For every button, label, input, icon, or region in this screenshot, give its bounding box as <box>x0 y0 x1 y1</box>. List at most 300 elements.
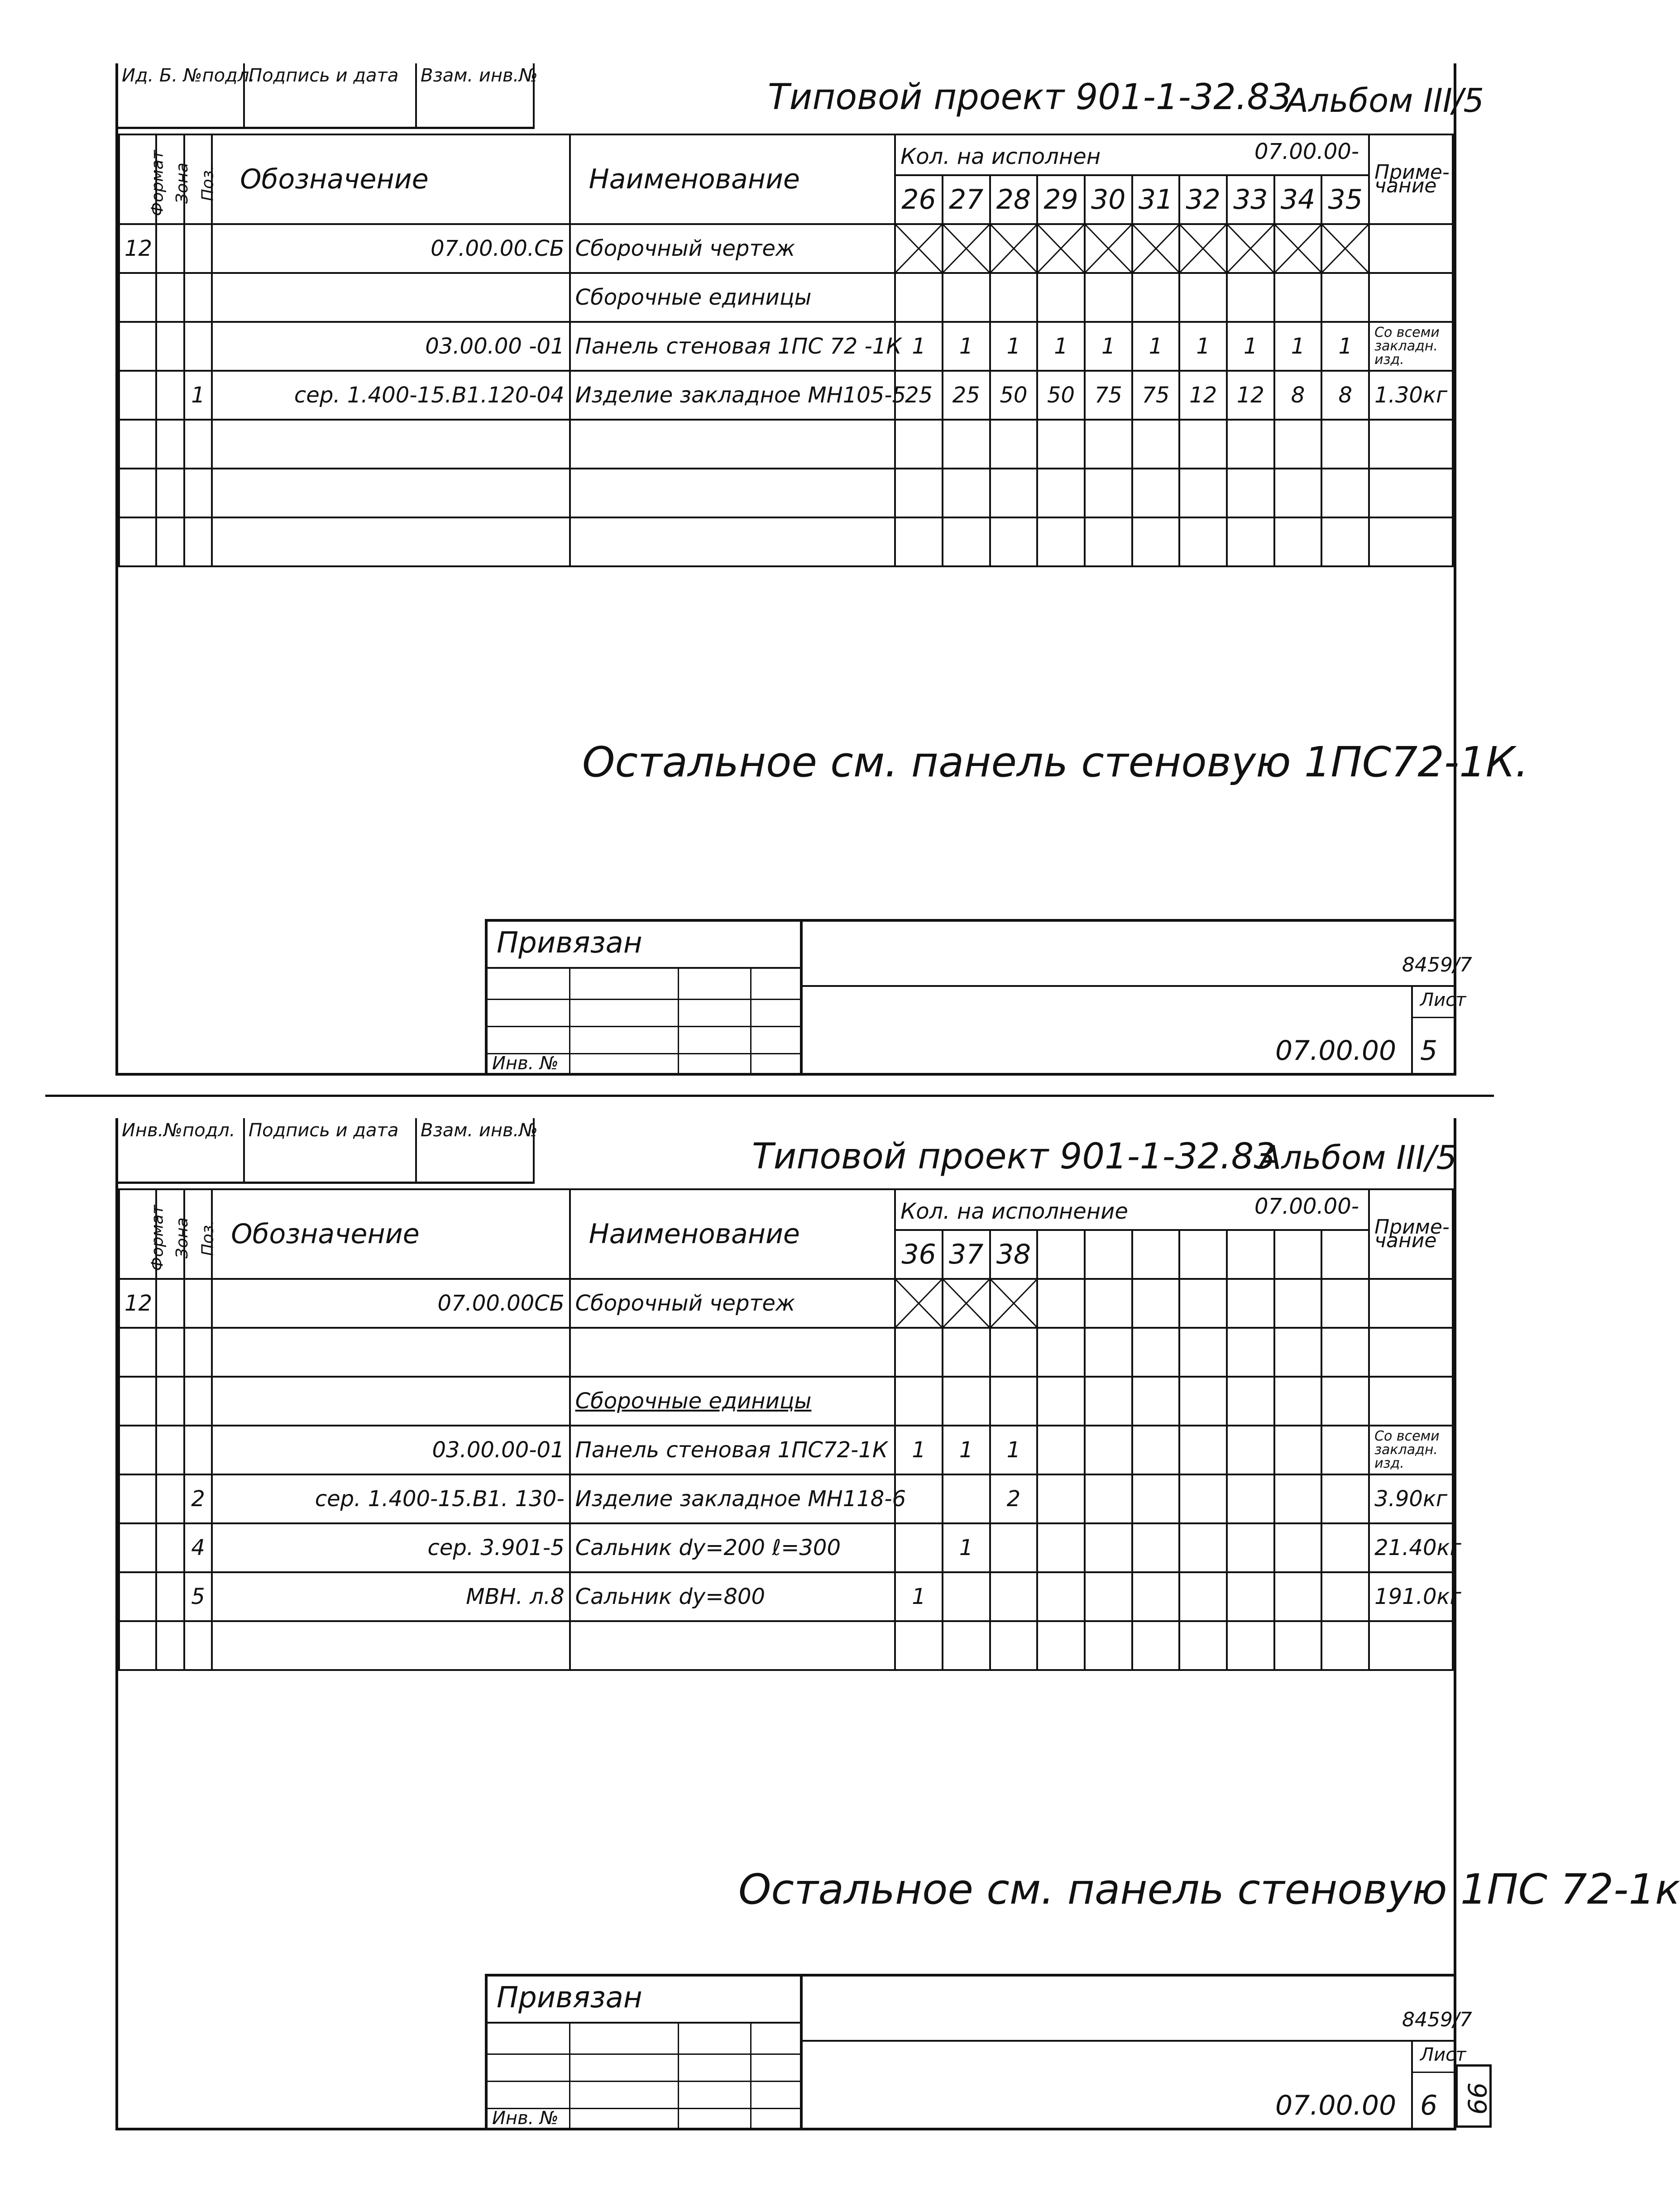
qty-cell <box>1227 1328 1274 1377</box>
name-cell <box>570 1621 895 1670</box>
qty-cell <box>1274 1474 1322 1523</box>
qty-cell: 1 <box>1179 322 1227 371</box>
zone-cell <box>156 469 184 517</box>
variant-header: 34 <box>1274 175 1322 224</box>
pos-cell: 2 <box>184 1474 212 1523</box>
pos-cell: 4 <box>184 1523 212 1572</box>
name-cell: Изделие закладное МН118-6 <box>570 1474 895 1523</box>
header-designation: Обозначение <box>212 1189 570 1279</box>
album-label: Альбом III/5 <box>1286 81 1484 120</box>
qty-cell: 1 <box>1085 322 1132 371</box>
qty-cell: 1 <box>895 1572 943 1621</box>
qty-cell <box>1037 1474 1085 1523</box>
table-row <box>119 1523 1453 1572</box>
qty-cell: 8 <box>1274 371 1322 420</box>
designation-cell <box>212 420 570 469</box>
qty-cell <box>1037 517 1085 566</box>
qty-cell <box>943 273 990 322</box>
variant-header <box>1227 1230 1274 1279</box>
qty-cell <box>1179 517 1227 566</box>
name-cell: Сборочный чертеж <box>570 1279 895 1328</box>
qty-cell <box>1132 517 1180 566</box>
variant-header: 26 <box>895 175 943 224</box>
qty-cell <box>990 1377 1038 1426</box>
qty-cell: 8 <box>1321 371 1369 420</box>
note-cell <box>1369 1621 1453 1670</box>
titleblock-code: 07.00.00 <box>1275 2090 1397 2121</box>
qty-cell <box>1132 1474 1180 1523</box>
qty-cell <box>1085 469 1132 517</box>
qty-cell <box>895 517 943 566</box>
qty-cell <box>1274 420 1322 469</box>
cross-mark-icon <box>896 1280 942 1327</box>
pos-cell <box>184 273 212 322</box>
cross-mark-icon <box>1180 225 1226 272</box>
designation-cell <box>212 1328 570 1377</box>
qty-cell <box>1274 517 1322 566</box>
header-zone: Зона <box>156 134 184 224</box>
format-cell <box>119 1572 156 1621</box>
note-cell: 3.90кг <box>1369 1474 1453 1523</box>
qty-cell <box>1132 1328 1180 1377</box>
qty-cross-mark <box>1321 224 1369 273</box>
qty-cell <box>895 1377 943 1426</box>
stamp-signature-date: Подпись и дата <box>245 1118 417 1182</box>
sheet-1 <box>115 63 1529 1076</box>
qty-cell <box>1227 1426 1274 1474</box>
name-cell: Сборочный чертеж <box>570 224 895 273</box>
qty-cell <box>943 1328 990 1377</box>
qty-cell <box>1037 1621 1085 1670</box>
qty-cell <box>1179 1377 1227 1426</box>
qty-cross-mark <box>1085 224 1132 273</box>
qty-cell <box>1274 1621 1322 1670</box>
format-cell <box>119 420 156 469</box>
qty-cell: 1 <box>895 322 943 371</box>
designation-cell: МВН. л.8 <box>212 1572 570 1621</box>
qty-cell <box>1274 1328 1322 1377</box>
note-cell <box>1369 517 1453 566</box>
sheet-separator <box>45 1095 1494 1097</box>
qty-cross-mark <box>943 1279 990 1328</box>
variant-header: 37 <box>943 1230 990 1279</box>
titleblock-doc-no: 8459/7 <box>1402 2008 1472 2031</box>
table-row <box>119 1474 1453 1523</box>
format-cell <box>119 1328 156 1377</box>
format-cell <box>119 1377 156 1426</box>
qty-cell <box>943 1621 990 1670</box>
titleblock-inv: Инв. № <box>492 2108 559 2129</box>
titleblock-sheet-no: 5 <box>1420 1035 1438 1067</box>
qty-cell: 1 <box>1321 322 1369 371</box>
project-title: Типовой проект 901-1-32.83 <box>768 77 1292 118</box>
format-cell: 12 <box>119 1279 156 1328</box>
cross-mark-icon <box>1133 225 1179 272</box>
qty-cell <box>1321 469 1369 517</box>
qty-cell <box>1179 1474 1227 1523</box>
qty-cell <box>1085 420 1132 469</box>
qty-cell <box>990 420 1038 469</box>
titleblock-bound: Привязан <box>497 926 642 960</box>
pos-cell: 5 <box>184 1572 212 1621</box>
pos-cell <box>184 1426 212 1474</box>
titleblock-inv: Инв. № <box>492 1053 559 1074</box>
qty-cell <box>1227 420 1274 469</box>
designation-cell: сер. 3.901-5 <box>212 1523 570 1572</box>
qty-cell <box>943 469 990 517</box>
qty-cell: 25 <box>895 371 943 420</box>
qty-cell <box>1037 273 1085 322</box>
format-cell <box>119 322 156 371</box>
qty-cell <box>1179 1328 1227 1377</box>
header-qty-caption: Кол. на исполнен <box>900 144 1101 169</box>
qty-cell <box>1274 1523 1322 1572</box>
qty-cell <box>1321 1572 1369 1621</box>
header-pos: Поз. <box>184 134 212 224</box>
qty-cell <box>1227 273 1274 322</box>
stamp-row <box>118 1118 538 1184</box>
variant-header <box>1037 1230 1085 1279</box>
qty-cell <box>1227 517 1274 566</box>
designation-cell: 07.00.00СБ <box>212 1279 570 1328</box>
qty-cell <box>1321 1426 1369 1474</box>
cross-mark-icon <box>943 1280 989 1327</box>
qty-cell <box>943 420 990 469</box>
qty-cell <box>1179 420 1227 469</box>
qty-cell <box>1085 1426 1132 1474</box>
qty-cell <box>1321 1328 1369 1377</box>
header-qty-code: 07.00.00- <box>1254 1194 1359 1219</box>
qty-cell <box>1037 1279 1085 1328</box>
cross-mark-icon <box>1275 225 1321 272</box>
qty-cell <box>1085 1474 1132 1523</box>
qty-cell <box>1132 469 1180 517</box>
format-cell <box>119 273 156 322</box>
qty-cell <box>1132 1426 1180 1474</box>
header-name: Наименование <box>570 1189 895 1279</box>
note-cell <box>1369 420 1453 469</box>
name-cell: Сальник dу=800 <box>570 1572 895 1621</box>
format-cell: 12 <box>119 224 156 273</box>
designation-cell: сер. 1.400-15.В1. 130- <box>212 1474 570 1523</box>
qty-cell: 2 <box>990 1474 1038 1523</box>
designation-cell <box>212 1621 570 1670</box>
header-designation: Обозначение <box>212 134 570 224</box>
zone-cell <box>156 1377 184 1426</box>
table-row <box>119 1279 1453 1328</box>
pos-cell: 1 <box>184 371 212 420</box>
designation-cell <box>212 469 570 517</box>
zone-cell <box>156 517 184 566</box>
qty-cell <box>1321 517 1369 566</box>
variant-header: 30 <box>1085 175 1132 224</box>
variant-header: 36 <box>895 1230 943 1279</box>
variant-header <box>1274 1230 1322 1279</box>
qty-cell <box>1274 1572 1322 1621</box>
designation-cell <box>212 1377 570 1426</box>
qty-cell <box>1227 1523 1274 1572</box>
qty-cross-mark <box>1227 224 1274 273</box>
qty-cell <box>1179 1572 1227 1621</box>
qty-cell <box>1227 1474 1274 1523</box>
designation-cell: 03.00.00 -01 <box>212 322 570 371</box>
qty-cell <box>1132 1523 1180 1572</box>
qty-cell: 12 <box>1179 371 1227 420</box>
qty-cell <box>1085 1377 1132 1426</box>
note-cell: Со всеми закладн. изд. <box>1369 322 1453 371</box>
header-format: Формат <box>119 134 156 224</box>
format-cell <box>119 1426 156 1474</box>
qty-cell <box>1037 1523 1085 1572</box>
cross-mark-icon <box>1228 225 1273 272</box>
designation-cell: 03.00.00-01 <box>212 1426 570 1474</box>
album-label: Альбом III/5 <box>1259 1139 1457 1177</box>
titleblock-bound: Привязан <box>497 1981 642 2015</box>
qty-cell <box>1227 1377 1274 1426</box>
qty-cell <box>1227 469 1274 517</box>
table-row <box>119 1328 1453 1377</box>
variant-header <box>1179 1230 1227 1279</box>
qty-cell <box>1037 1328 1085 1377</box>
table-row <box>119 1377 1453 1426</box>
format-cell <box>119 469 156 517</box>
qty-cell <box>1274 469 1322 517</box>
variant-header: 29 <box>1037 175 1085 224</box>
qty-cell <box>1321 1279 1369 1328</box>
qty-cell <box>1321 1621 1369 1670</box>
format-cell <box>119 1523 156 1572</box>
variant-header <box>1321 1230 1369 1279</box>
name-cell <box>570 517 895 566</box>
qty-cell <box>1085 1621 1132 1670</box>
variant-header: 27 <box>943 175 990 224</box>
titleblock-sheet-no: 6 <box>1420 2090 1438 2121</box>
name-cell: Панель стеновая 1ПС72-1К <box>570 1426 895 1474</box>
name-cell: Сальник dу=200 ℓ=300 <box>570 1523 895 1572</box>
stamp-inv-no: Ид. Б. №подл. <box>118 63 245 127</box>
qty-cell <box>1037 420 1085 469</box>
qty-cell <box>1274 1279 1322 1328</box>
qty-cell <box>1274 1426 1322 1474</box>
qty-cell <box>1132 420 1180 469</box>
header-qty <box>895 134 1369 175</box>
qty-cell <box>1037 1377 1085 1426</box>
table-row <box>119 1572 1453 1621</box>
title-block <box>485 1974 1472 2130</box>
variant-header: 35 <box>1321 175 1369 224</box>
zone-cell <box>156 420 184 469</box>
qty-cell <box>1179 273 1227 322</box>
format-cell <box>119 517 156 566</box>
qty-cell: 1 <box>1227 322 1274 371</box>
qty-cell <box>1085 1572 1132 1621</box>
zone-cell <box>156 371 184 420</box>
qty-cell: 75 <box>1085 371 1132 420</box>
name-cell <box>570 420 895 469</box>
cross-mark-icon <box>943 225 989 272</box>
stamp-row <box>118 63 538 129</box>
table-row <box>119 224 1453 273</box>
stamp-signature-date: Подпись и дата <box>245 63 417 127</box>
qty-cell: 1 <box>943 1426 990 1474</box>
qty-cross-mark <box>990 1279 1038 1328</box>
qty-cell: 1 <box>895 1426 943 1474</box>
qty-cell <box>1227 1279 1274 1328</box>
name-cell <box>570 1328 895 1377</box>
cross-mark-icon <box>1086 225 1131 272</box>
table-row <box>119 371 1453 420</box>
qty-cross-mark <box>1274 224 1322 273</box>
qty-cell <box>1085 1328 1132 1377</box>
qty-cell <box>990 1523 1038 1572</box>
qty-cell <box>1132 273 1180 322</box>
name-cell: Сборочные единицы <box>570 273 895 322</box>
header-qty-code: 07.00.00- <box>1254 139 1359 164</box>
qty-cell <box>895 420 943 469</box>
qty-cross-mark <box>1132 224 1180 273</box>
qty-cell <box>1085 1523 1132 1572</box>
table-row <box>119 469 1453 517</box>
qty-cell <box>990 1572 1038 1621</box>
note-cell <box>1369 1279 1453 1328</box>
pos-cell <box>184 224 212 273</box>
qty-cell: 1 <box>1132 322 1180 371</box>
qty-cell <box>990 273 1038 322</box>
table-row <box>119 273 1453 322</box>
variant-header: 28 <box>990 175 1038 224</box>
qty-cell <box>990 1621 1038 1670</box>
variant-header <box>1132 1230 1180 1279</box>
qty-cell <box>1274 273 1322 322</box>
qty-cell <box>1321 1377 1369 1426</box>
variant-header: 32 <box>1179 175 1227 224</box>
stamp-replace-inv: Взам. инв.№ <box>417 1118 535 1182</box>
cross-mark-icon <box>1038 225 1084 272</box>
header-format: Формат <box>119 1189 156 1279</box>
qty-cell <box>895 1621 943 1670</box>
qty-cross-mark <box>943 224 990 273</box>
variant-header: 31 <box>1132 175 1180 224</box>
qty-cross-mark <box>895 224 943 273</box>
designation-cell <box>212 517 570 566</box>
note-cell <box>1369 1328 1453 1377</box>
qty-cell <box>1274 1377 1322 1426</box>
qty-cell: 12 <box>1227 371 1274 420</box>
remark: Остальное см. панель стеновую 1ПС72-1К. <box>582 738 1529 786</box>
pos-cell <box>184 469 212 517</box>
pos-cell <box>184 517 212 566</box>
qty-cell: 25 <box>943 371 990 420</box>
qty-cell <box>1037 1572 1085 1621</box>
margin-page-number: 99 <box>1462 2082 1492 2115</box>
qty-cell <box>1037 469 1085 517</box>
name-cell: Панель стеновая 1ПС 72 -1К <box>570 322 895 371</box>
qty-cell <box>895 1523 943 1572</box>
designation-cell <box>212 273 570 322</box>
pos-cell <box>184 1377 212 1426</box>
note-cell <box>1369 469 1453 517</box>
qty-cell <box>895 469 943 517</box>
qty-cross-mark <box>1037 224 1085 273</box>
stamp-replace-inv: Взам. инв.№ <box>417 63 535 127</box>
project-title: Типовой проект 901-1-32.83 <box>752 1136 1276 1177</box>
qty-cell: 1 <box>1274 322 1322 371</box>
qty-cell <box>1321 1523 1369 1572</box>
spec-table <box>118 134 1454 567</box>
zone-cell <box>156 322 184 371</box>
qty-cell: 1 <box>943 1523 990 1572</box>
cross-mark-icon <box>991 225 1037 272</box>
variant-header <box>1085 1230 1132 1279</box>
titleblock-sheet-label: Лист <box>1420 990 1466 1010</box>
header-name: Наименование <box>570 134 895 224</box>
qty-cell: 75 <box>1132 371 1180 420</box>
qty-cell: 1 <box>943 322 990 371</box>
header-qty-caption: Кол. на исполнение <box>900 1199 1128 1224</box>
qty-cell <box>1179 469 1227 517</box>
note-cell <box>1369 273 1453 322</box>
qty-cross-mark <box>990 224 1038 273</box>
qty-cell <box>1085 1279 1132 1328</box>
qty-cell <box>1179 1426 1227 1474</box>
qty-cell <box>1179 1523 1227 1572</box>
table-row <box>119 1426 1453 1474</box>
qty-cell: 50 <box>1037 371 1085 420</box>
designation-cell: 07.00.00.СБ <box>212 224 570 273</box>
pos-cell <box>184 322 212 371</box>
note-cell: 21.40кг <box>1369 1523 1453 1572</box>
header-zone: Зона <box>156 1189 184 1279</box>
qty-cell: 50 <box>990 371 1038 420</box>
name-cell <box>570 469 895 517</box>
zone-cell <box>156 1279 184 1328</box>
zone-cell <box>156 1426 184 1474</box>
cross-mark-icon <box>1322 225 1368 272</box>
qty-cell <box>943 517 990 566</box>
qty-cell <box>895 1328 943 1377</box>
table-row <box>119 517 1453 566</box>
qty-cell <box>1132 1377 1180 1426</box>
qty-cell <box>1037 1426 1085 1474</box>
qty-cell <box>1179 1621 1227 1670</box>
table-row <box>119 1621 1453 1670</box>
note-cell <box>1369 224 1453 273</box>
format-cell <box>119 1621 156 1670</box>
zone-cell <box>156 1621 184 1670</box>
qty-cell: 1 <box>990 1426 1038 1474</box>
qty-cross-mark <box>895 1279 943 1328</box>
pos-cell <box>184 1279 212 1328</box>
note-cell: Со всеми закладн. изд. <box>1369 1426 1453 1474</box>
zone-cell <box>156 224 184 273</box>
qty-cell <box>1132 1279 1180 1328</box>
cross-mark-icon <box>896 225 942 272</box>
cross-mark-icon <box>991 1280 1037 1327</box>
qty-cell <box>1085 273 1132 322</box>
remark: Остальное см. панель стеновую 1ПС 72-1к <box>738 1865 1680 1914</box>
format-cell <box>119 371 156 420</box>
qty-cell: 1 <box>990 322 1038 371</box>
header-qty <box>895 1189 1369 1230</box>
title-block <box>485 919 1472 1076</box>
table-row <box>119 420 1453 469</box>
margin-page-box <box>1455 2064 1492 2128</box>
header-pos: Поз. <box>184 1189 212 1279</box>
variant-header: 38 <box>990 1230 1038 1279</box>
format-cell <box>119 1474 156 1523</box>
qty-cross-mark <box>1179 224 1227 273</box>
designation-cell: сер. 1.400-15.В1.120-04 <box>212 371 570 420</box>
